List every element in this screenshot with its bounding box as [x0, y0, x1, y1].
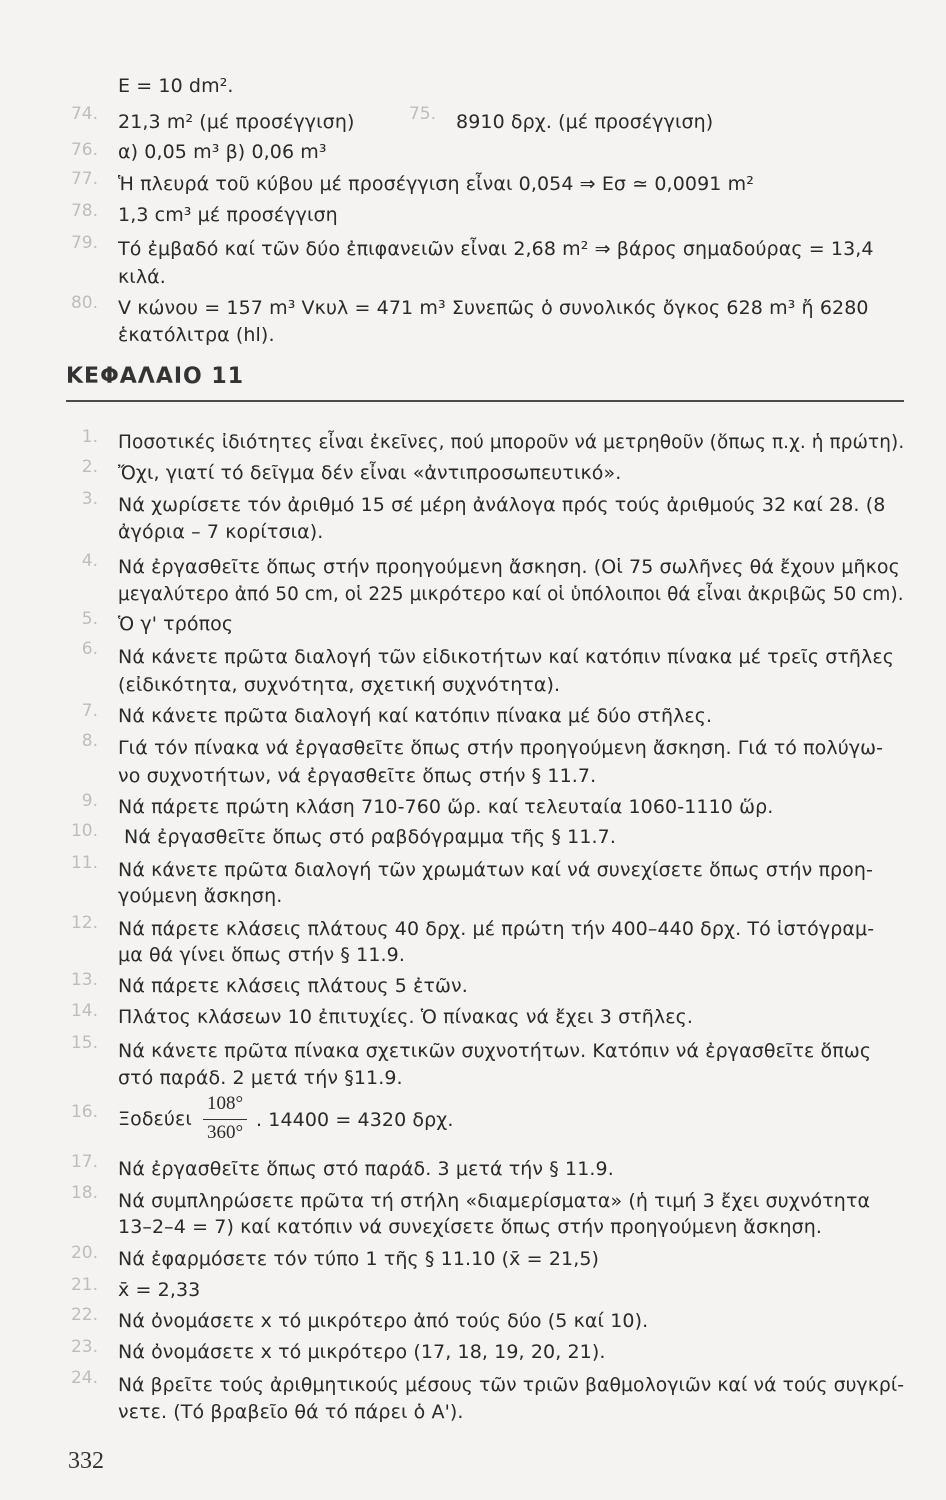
answer-21: x̄ = 2,33 — [118, 1279, 201, 1301]
answer-22: Νά ὀνομάσετε x τό μικρότερο ἀπό τούς δύο (5 καί 10). — [118, 1310, 649, 1332]
answer-3-line1: Νά χωρίσετε τόν ἀριθμό 15 σέ μέρη ἀνάλογα πρός τούς ἀριθμούς 32 καί 28. (8 — [118, 494, 886, 516]
answer-number: 18. — [70, 1183, 98, 1203]
answer-4-line2: μεγαλύτερο ἀπό 50 cm, οἱ 225 μικρότερο καί οἱ ὑπόλοιποι θά εἶναι ἀκριβῶς 50 cm). — [118, 583, 904, 605]
answer-number: 79. — [70, 233, 98, 253]
answer-6-line2: (εἰδικότητα, συχνότητα, σχετική συχνότητα). — [118, 674, 561, 696]
answer-number: 15. — [70, 1033, 98, 1053]
answer-16-result: . 14400 = 4320 δρχ. — [256, 1109, 454, 1131]
answer-number: 16. — [70, 1102, 98, 1122]
answer-2: Ὄχι, γιατί τό δεῖγμα δέν εἶναι «ἀντιπροσωπευτικό». — [118, 462, 622, 484]
answer-79-line2: κιλά. — [118, 266, 166, 288]
answer-78: 1,3 cm³ μέ προσέγγιση — [118, 204, 338, 226]
answer-4-line1: Νά ἐργασθεῖτε ὅπως στήν προηγούμενη ἄσκηση. (Οἱ 75 σωλῆνες θά ἔχουν μῆκος — [118, 556, 900, 578]
answer-8-line2: νο συχνοτήτων, νά ἐργασθεῖτε ὅπως στήν § 11.7. — [118, 765, 597, 787]
answer-number: 75. — [408, 104, 436, 124]
answer-20: Νά ἐφαρμόσετε τόν τύπο 1 τῆς § 11.10 (x̄ = 21,5) — [118, 1248, 600, 1270]
answer-17: Νά ἐργασθεῖτε ὅπως στό παράδ. 3 μετά τήν § 11.9. — [118, 1158, 614, 1180]
answer-80-line1: V κώνου = 157 m³ Vκυλ = 471 m³ Συνεπῶς ὁ συνολικός ὄγκος 628 m³ ἤ 6280 — [118, 297, 869, 319]
answer-number: 4. — [81, 551, 98, 571]
answer-11-line1: Νά κάνετε πρῶτα διαλογή τῶν χρωμάτων καί νά συνεχίσετε ὅπως στήν προη- — [118, 859, 873, 881]
answer-76: α) 0,05 m³ β) 0,06 m³ — [118, 141, 327, 163]
answer-5: Ὁ γ' τρόπος — [118, 613, 234, 635]
answer-number: 76. — [70, 140, 98, 160]
answer-number: 74. — [70, 104, 98, 124]
answer-number: 8. — [81, 731, 98, 751]
answer-9: Νά πάρετε πρώτη κλάση 710-760 ὥρ. καί τελευταία 1060-1110 ὥρ. — [118, 796, 774, 818]
answer-74: 21,3 m² (μέ προσέγγιση) — [118, 111, 355, 133]
chapter-title: ΚΕΦΑΛΑΙΟ 11 — [66, 364, 245, 389]
answer-number: 21. — [70, 1275, 98, 1295]
answer-number: 80. — [70, 293, 98, 313]
answer-80-line2: ἑκατόλιτρα (hl). — [118, 324, 275, 346]
answer-10: Νά ἐργασθεῖτε ὅπως στό ραβδόγραμμα τῆς § 11.7. — [124, 826, 616, 848]
answer-number: 22. — [70, 1305, 98, 1325]
chapter-rule — [66, 400, 904, 402]
answer-line: E = 10 dm². — [118, 75, 234, 97]
answer-16-prefix: Ξοδεύει — [118, 1108, 192, 1130]
answer-24-line2: νετε. (Τό βραβεῖο θά τό πάρει ὁ Α'). — [118, 1401, 464, 1423]
answer-23: Νά ὀνομάσετε x τό μικρότερο (17, 18, 19, 20, 21). — [118, 1341, 606, 1363]
answer-15-line1: Νά κάνετε πρῶτα πίνακα σχετικῶν συχνοτήτων. Κατόπιν νά ἐργασθεῖτε ὅπως — [118, 1040, 872, 1062]
answer-8-line1: Γιά τόν πίνακα νά ἐργασθεῖτε ὅπως στήν προηγούμενη ἄσκηση. Γιά τό πολύγω- — [118, 737, 884, 759]
answer-number: 17. — [70, 1152, 98, 1172]
answer-number: 20. — [70, 1243, 98, 1263]
answer-15-line2: στό παράδ. 2 μετά τήν §11.9. — [118, 1067, 403, 1089]
answer-18-line1: Νά συμπληρώσετε πρῶτα τή στήλη «διαμερίσματα» (ἡ τιμή 3 ἔχει συχνότητα — [118, 1190, 871, 1212]
page-number: 332 — [68, 1448, 104, 1474]
answer-1: Ποσοτικές ἰδιότητες εἶναι ἐκεῖνες, πού μποροῦν νά μετρηθοῦν (ὅπως π.χ. ἡ πρώτη). — [118, 431, 905, 453]
answer-number: 13. — [70, 970, 98, 990]
answer-12-line2: μα θά γίνει ὅπως στήν § 11.9. — [118, 944, 405, 966]
answer-75: 8910 δρχ. (μέ προσέγγιση) — [456, 111, 714, 133]
answer-number: 24. — [70, 1368, 98, 1388]
answer-number: 12. — [70, 913, 98, 933]
answer-number: 7. — [81, 701, 98, 721]
answer-number: 78. — [70, 201, 98, 221]
answer-number: 1. — [81, 427, 98, 447]
fraction-numerator: 108° — [206, 1093, 244, 1114]
answer-14: Πλάτος κλάσεων 10 ἐπιτυχίες. Ὁ πίνακας νά ἔχει 3 στῆλες. — [118, 1006, 694, 1028]
answer-24-line1: Νά βρεῖτε τούς ἀριθμητικούς μέσους τῶν τριῶν βαθμολογιῶν καί νά τούς συγκρί- — [118, 1374, 905, 1396]
answer-number: 9. — [81, 791, 98, 811]
answer-number: 6. — [81, 639, 98, 659]
fraction-bar — [203, 1119, 247, 1120]
answer-79-line1: Τό ἐμβαδό καί τῶν δύο ἐπιφανειῶν εἶναι 2,68 m² ⇒ βάρος σημαδούρας = 13,4 — [118, 238, 874, 260]
answer-number: 11. — [70, 853, 98, 873]
answer-number: 14. — [70, 1001, 98, 1021]
answer-7: Νά κάνετε πρῶτα διαλογή καί κατόπιν πίνακα μέ δύο στῆλες. — [118, 705, 713, 727]
answer-6-line1: Νά κάνετε πρῶτα διαλογή τῶν εἰδικοτήτων καί κατόπιν πίνακα μέ τρεῖς στῆλες — [118, 646, 895, 668]
answer-77: Ἡ πλευρά τοῦ κύβου μέ προσέγγιση εἶναι 0,054 ⇒ Eσ ≃ 0,0091 m² — [118, 173, 754, 195]
answer-number: 3. — [81, 489, 98, 509]
answer-11-line2: γούμενη ἄσκηση. — [118, 885, 283, 907]
answer-number: 77. — [70, 169, 98, 189]
fraction-denominator: 360° — [206, 1122, 244, 1143]
answer-number: 10. — [70, 821, 98, 841]
answer-13: Νά πάρετε κλάσεις πλάτους 5 ἐτῶν. — [118, 975, 468, 997]
answer-number: 23. — [70, 1337, 98, 1357]
answer-number: 5. — [81, 609, 98, 629]
answer-3-line2: ἀγόρια – 7 κορίτσια). — [118, 521, 324, 543]
answer-number: 2. — [81, 457, 98, 477]
answer-18-line2: 13–2–4 = 7) καί κατόπιν νά συνεχίσετε ὅπως στήν προηγούμενη ἄσκηση. — [118, 1216, 823, 1238]
answer-12-line1: Νά πάρετε κλάσεις πλάτους 40 δρχ. μέ πρώτη τήν 400–440 δρχ. Τό ἱστόγραμ- — [118, 918, 875, 940]
